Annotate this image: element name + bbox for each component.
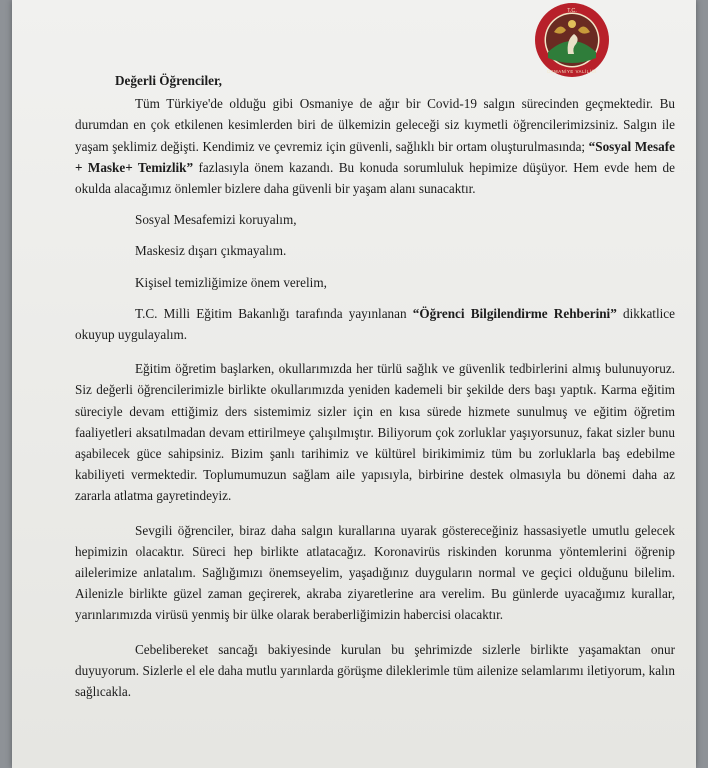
paragraph-3: Eğitim öğretim başlarken, okullarımızda her türlü sağlık ve güvenlik tedbirlerini almış bulunuyoruz. Siz değerli öğrencilerimizle birlikte okullarımızda yeniden kademeli bir şekilde ders başı yaptık. Karma eğitim süreciyle devam ettiğimiz ders sistemimiz sizler için en kısa sürede hizmete sunulmuş ve eğitim öğretim faaliyetleri aksatılmadan devam ettirilmeye çalışılmıştır. Biliyorum çok zorluklar yaşıyorsunuz, fakat sizler bunu aşabilecek güce sahipsiniz. Bizim şanlı tarihimiz ve kültürel birikimimiz tüm bu zorluklarla baş edebilme kabiliyeti vermektedir. Toplumumuzun sağlam aile yapısıyla, birbirine destek olmasıyla bu dönemi daha az zararla atlatma gayretindeyiz. — [75, 361, 675, 504]
letter-body — [75, 70, 675, 702]
svg-text:T.C.: T.C. — [567, 8, 577, 14]
governorship-seal-logo — [534, 2, 610, 78]
paragraph-1-text-b: fazlasıyla önem kazandı. Bu konuda sorumluluk hepimize düşüyor. Hem evde hem de okulda alacağımız önlemler bizlere daha güvenli bir yaşam alanı sunacaktır. — [75, 159, 675, 197]
greeting: Değerli Öğrenciler, — [115, 73, 222, 88]
paragraph-2-bold: “Öğrenci Bilgilendirme Rehberini” — [412, 305, 617, 321]
svg-text:OSMANİYE VALİLİĞİ: OSMANİYE VALİLİĞİ — [546, 69, 598, 74]
letter-page — [12, 0, 696, 768]
paragraph-2-text-b: dikkatlice okuyup uygulayalım. — [75, 305, 675, 343]
paragraph-1 — [75, 93, 675, 199]
slogan-line-1: Sosyal Mesafemizi koruyalım, — [135, 212, 297, 228]
paragraph-1-text-a: Tüm Türkiye'de olduğu gibi Osmaniye de ağır bir Covid-19 salgın sürecinden geçmektedir. Bu durumdan en çok etkilenen kesimlerden biri de ülkemizin geleceği siz kıymetli öğrencilerimizsiniz. Salgın ile yaşam şeklimiz değişti. Kendimiz ve çevremiz için güvenli, sağlıklı bir ortam oluşturulmasında; — [75, 96, 675, 154]
paragraph-2 — [75, 303, 675, 345]
paragraph-1-bold: “Sosyal Mesafe + Maske+ Temizlik” — [75, 138, 675, 175]
paragraph-4: Sevgili öğrenciler, biraz daha salgın kurallarına uyarak göstereceğiniz hassasiyetle umutlu gelecek hepimizin olacaktır. Süreci hep birlikte atlatacağız. Koronavirüs riskinden korunma yöntemlerini öğrenip ailelerimize anlatalım. Sağlığımızı önemseyelim, yaşadığınız duyguların normal ve geçici olduğunu bilelim. Ailenizle birlikte güzel zaman geçirerek, akraba ziyaretlerine ara verelim. Bu günlerde uyacağımız kurallar, yarınlarımızda virüsü yenmiş bir ülke olarak beraberliğimizin habercisi olacaktır. — [75, 522, 675, 623]
paragraph-5: Cebelibereket sancağı bakiyesinde kurulan bu şehrimizde sizlerle birlikte yaşamaktan onur duyuyorum. Sizlerle el ele daha mutlu yarınlarda görüşme dileklerimle tüm ailenize selamlarımı iletiyorum, kalın sağlıcakla. — [75, 641, 675, 700]
slogan-line-2: Maskesiz dışarı çıkmayalım. — [135, 243, 287, 259]
slogan-line-3: Kişisel temizliğimize önem verelim, — [135, 274, 327, 290]
paragraph-2-text-a: T.C. Milli Eğitim Bakanlığı tarafında yayınlanan — [135, 305, 407, 321]
